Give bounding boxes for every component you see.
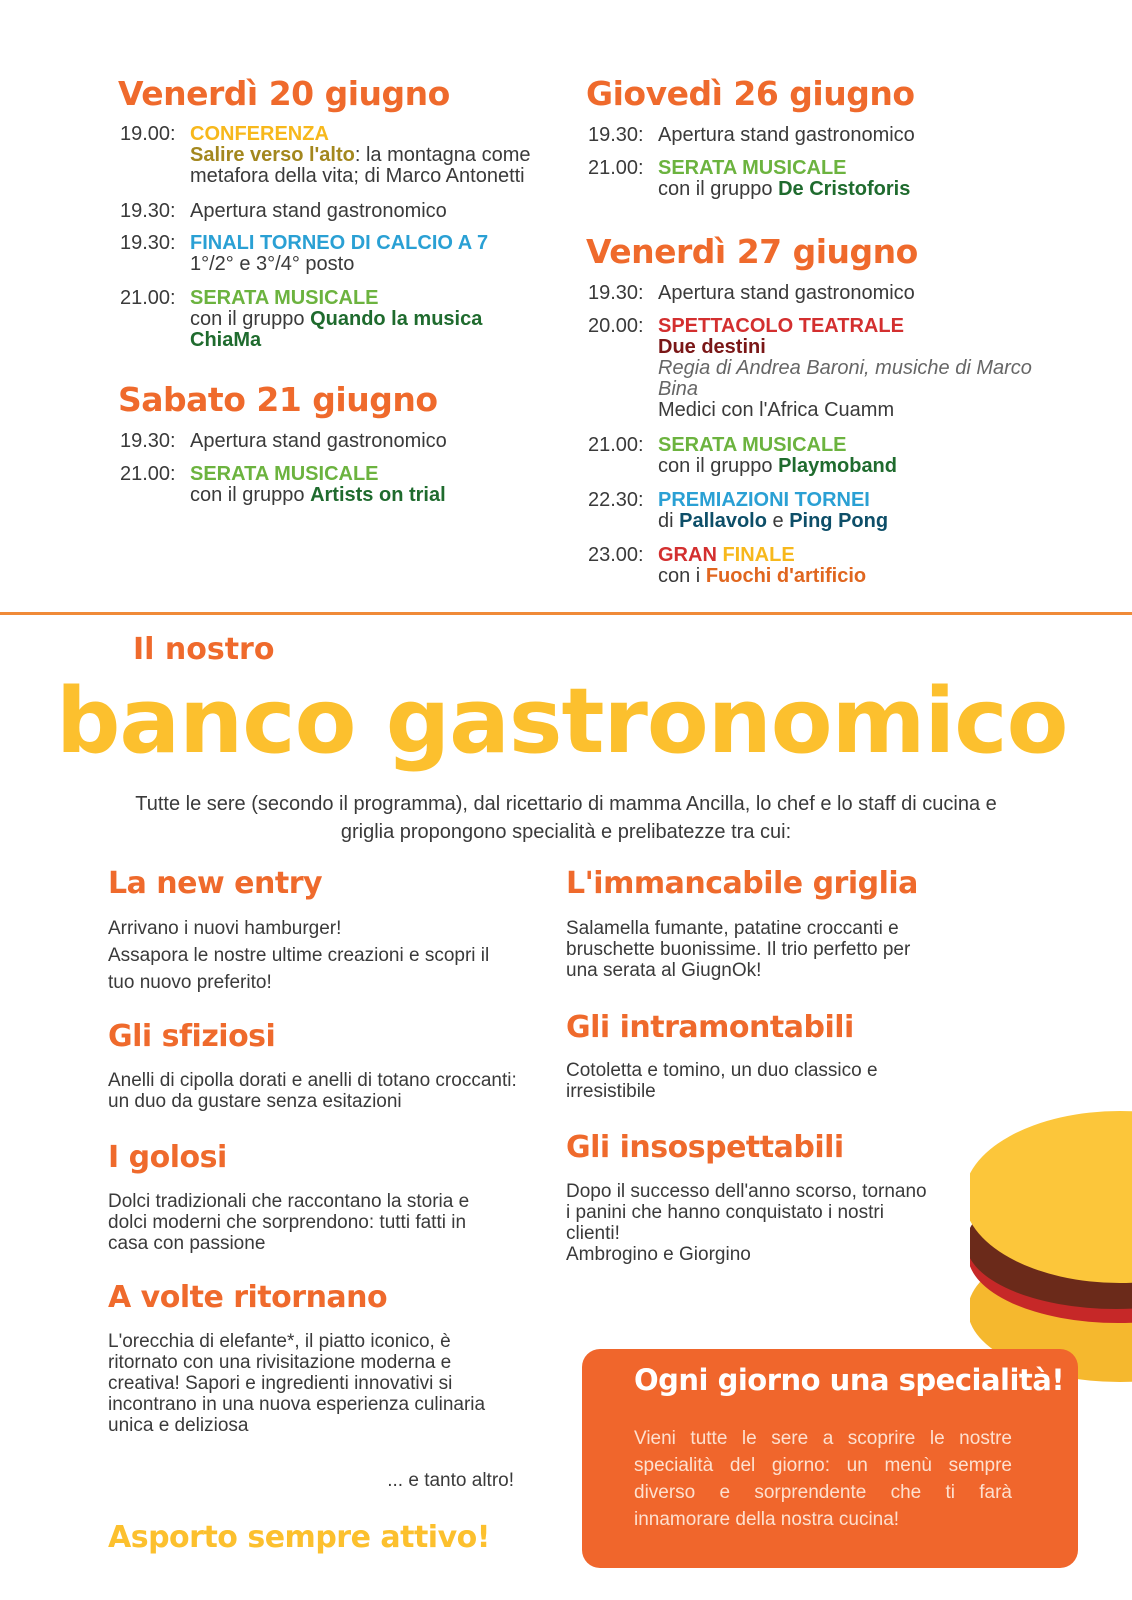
section-body-sfiziosi: Anelli di cipolla dorati e anelli di totano croccanti: un duo da gustare senza esitazioni bbox=[108, 1070, 517, 1112]
event-kind: PREMIAZIONI TORNEI bbox=[658, 489, 870, 511]
event-time: 19.30: bbox=[588, 124, 644, 146]
event-band: Artists on trial bbox=[310, 484, 446, 506]
event-time: 21.00: bbox=[120, 287, 176, 309]
section-body-intramontabili: Cotoletta e tomino, un duo classico e irresistibile bbox=[566, 1060, 878, 1102]
specialty-title: Ogni giorno una specialità! bbox=[634, 1363, 1065, 1397]
event-kind: SERATA MUSICALE bbox=[658, 434, 847, 456]
event-time: 23.00: bbox=[588, 544, 644, 566]
event-time: 22.30: bbox=[588, 489, 644, 511]
new-entry-line-1: Arrivano i nuovi hamburger! bbox=[108, 918, 342, 939]
event-time: 21.00: bbox=[588, 434, 644, 456]
day-title-giovedi-26: Giovedì 26 giugno bbox=[586, 74, 915, 113]
food-intro: Tutte le sere (secondo il programma), dal ricettario di mamma Ancilla, lo chef e lo staff di cucina e griglia propongono specialità e prelibatezze tra cui: bbox=[135, 793, 997, 843]
event-subject: Salire verso l'alto bbox=[190, 144, 355, 166]
event-text: 1°/2° e 3°/4° posto bbox=[190, 253, 355, 275]
event-sport1: Pallavolo bbox=[679, 510, 767, 532]
event-kind: SERATA MUSICALE bbox=[190, 463, 379, 485]
day-title-venerdi-27: Venerdì 27 giugno bbox=[586, 232, 918, 271]
event-band: Playmoband bbox=[778, 455, 897, 477]
event-kind: SERATA MUSICALE bbox=[190, 287, 379, 309]
section-body-new-entry bbox=[108, 915, 508, 996]
event-kind-1: GRAN bbox=[658, 544, 723, 566]
event-text: Apertura stand gastronomico bbox=[658, 282, 915, 304]
event-text: Apertura stand gastronomico bbox=[190, 200, 447, 222]
section-body-insospettabili bbox=[566, 1181, 936, 1265]
event-pre: con il gruppo bbox=[190, 484, 311, 506]
event-time: 19.00: bbox=[120, 123, 176, 145]
event-pre: con il gruppo bbox=[190, 308, 311, 330]
event-band: Quando la musica ChiaMa bbox=[190, 308, 483, 351]
event-time: 20.00: bbox=[588, 315, 644, 337]
section-divider bbox=[0, 612, 1132, 615]
food-title: banco gastronomico bbox=[56, 669, 1068, 774]
section-body-golosi: Dolci tradizionali che raccontano la storia e dolci moderni che sorprendono: tutti fatti in casa con passione bbox=[108, 1191, 470, 1254]
section-body-ritornano: L'orecchia di elefante*, il piatto iconico, è ritornato con una rivisitazione moderna e creativa! Sapori e ingredienti innovativi si incontrano in una nuova esperienza culinaria unica e deliziosa bbox=[108, 1331, 486, 1436]
event-sport2: Ping Pong bbox=[789, 510, 889, 532]
event-item: Fuochi d'artificio bbox=[705, 565, 867, 587]
event-credits: Regia di Andrea Baroni, musiche di Marco Bina bbox=[658, 357, 1032, 400]
specialty-box bbox=[582, 1349, 1078, 1568]
event-band: De Cristoforis bbox=[778, 178, 911, 200]
event-kind: CONFERENZA bbox=[190, 123, 329, 145]
event-text: : la montagna come metafora della vita; di Marco Antonetti bbox=[190, 144, 531, 187]
insospettabili-text: Dopo il successo dell'anno scorso, tornano i panini che hanno conquistato i nostri clienti! bbox=[566, 1181, 927, 1244]
event-and: e bbox=[766, 510, 790, 532]
specialty-text: Vieni tutte le sere a scoprire le nostre specialità del giorno: un menù sempre diverso e sorprendente che ti farà innamorare della nostra cucina! bbox=[634, 1428, 1012, 1530]
event-time: 19.30: bbox=[588, 282, 644, 304]
new-entry-line-2: Assapora le nostre ultime creazioni e scopri il tuo nuovo preferito! bbox=[108, 945, 490, 993]
section-title-ritornano: A volte ritornano bbox=[108, 1280, 388, 1315]
event-org: Medici con l'Africa Cuamm bbox=[658, 399, 895, 421]
more-text: ... e tanto altro! bbox=[387, 1470, 514, 1491]
day-title-venerdi-20: Venerdì 20 giugno bbox=[118, 74, 450, 113]
event-text: Apertura stand gastronomico bbox=[190, 430, 447, 452]
insospettabili-names: Ambrogino e Giorgino bbox=[566, 1244, 751, 1265]
event-show: Due destini bbox=[658, 336, 766, 358]
section-title-sfiziosi: Gli sfiziosi bbox=[108, 1019, 276, 1054]
event-time: 19.30: bbox=[120, 232, 176, 254]
event-time: 19.30: bbox=[120, 200, 176, 222]
section-title-intramontabili: Gli intramontabili bbox=[566, 1010, 854, 1045]
event-kind: SERATA MUSICALE bbox=[658, 157, 847, 179]
event-pre: con i bbox=[658, 565, 706, 587]
takeaway-banner: Asporto sempre attivo! bbox=[108, 1520, 490, 1555]
event-time: 21.00: bbox=[120, 463, 176, 485]
event-pre: con il gruppo bbox=[658, 178, 779, 200]
food-kicker: Il nostro bbox=[133, 632, 275, 667]
event-time: 21.00: bbox=[588, 157, 644, 179]
section-title-insospettabili: Gli insospettabili bbox=[566, 1130, 844, 1165]
event-time: 19.30: bbox=[120, 430, 176, 452]
event-kind-2: FINALE bbox=[722, 544, 795, 566]
event-kind: FINALI TORNEO DI CALCIO A 7 bbox=[190, 232, 489, 254]
section-title-new-entry: La new entry bbox=[108, 866, 323, 901]
event-pre: con il gruppo bbox=[658, 455, 779, 477]
section-title-golosi: I golosi bbox=[108, 1140, 227, 1175]
section-body-griglia: Salamella fumante, patatine croccanti e bruschette buonissime. Il trio perfetto per una serata al GiugnOk! bbox=[566, 918, 911, 981]
event-pre: di bbox=[658, 510, 680, 532]
event-text: Apertura stand gastronomico bbox=[658, 124, 915, 146]
section-title-griglia: L'immancabile griglia bbox=[566, 866, 918, 901]
day-title-sabato-21: Sabato 21 giugno bbox=[118, 380, 438, 419]
event-kind: SPETTACOLO TEATRALE bbox=[658, 315, 904, 337]
